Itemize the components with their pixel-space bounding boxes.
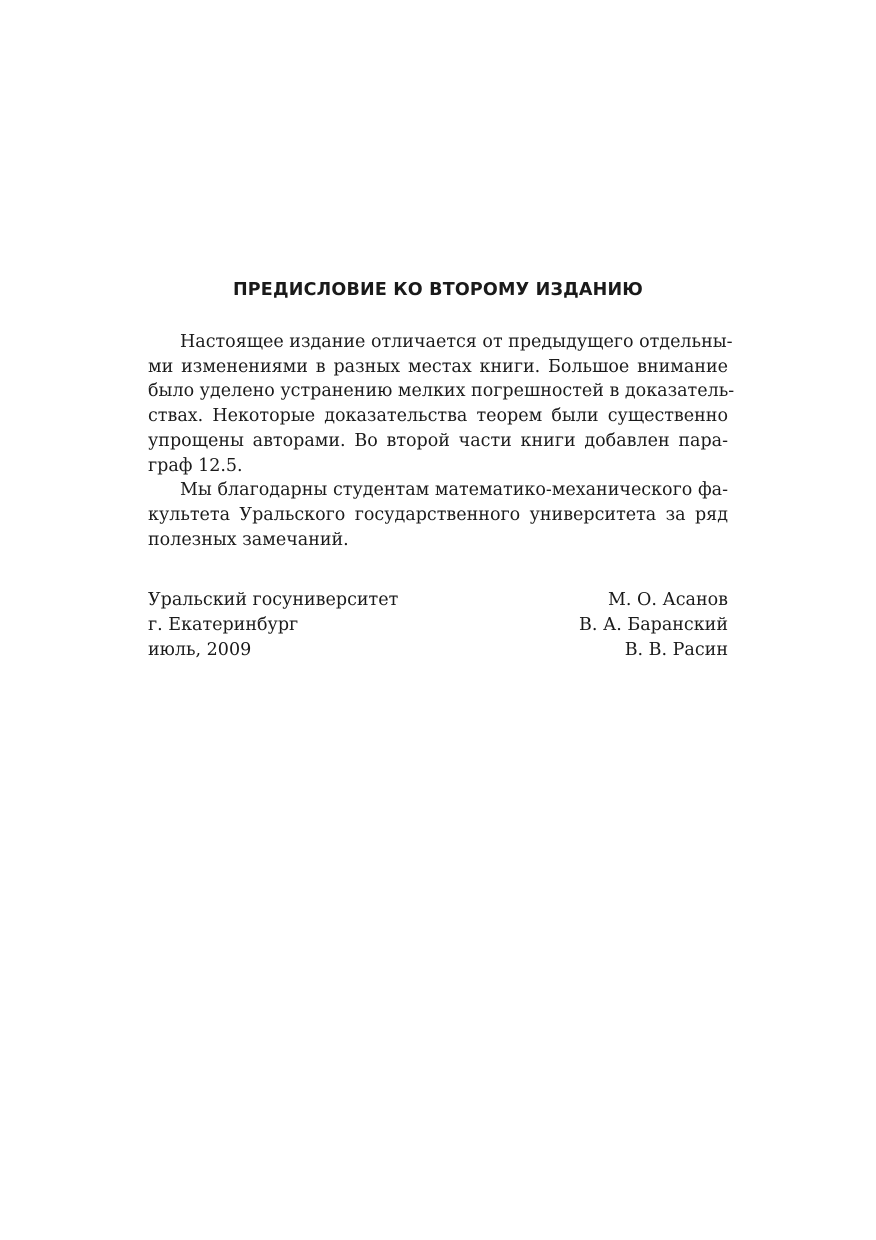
authors-list	[579, 588, 728, 662]
text-line: полезных замечаний.	[148, 529, 349, 550]
author-name: В. В. Расин	[624, 639, 728, 660]
author-name: В. А. Баранский	[578, 615, 728, 636]
text-line: Мы благодарны студентам математико-механического фа-	[180, 480, 728, 501]
text-line: граф 12.5.	[148, 455, 243, 476]
page-title: ПРЕДИСЛОВИЕ КО ВТОРОМУ ИЗДАНИЮ	[232, 280, 644, 300]
text-line: упрощены авторами. Во второй части книги добавлен пара-	[148, 430, 728, 451]
city-name: г. Екатеринбург	[148, 615, 299, 636]
text-line: культета Уральского государственного университета за ряд	[148, 504, 728, 525]
document-page	[148, 272, 735, 662]
signature-block	[148, 588, 728, 662]
preface-body	[148, 330, 735, 552]
paragraph-1	[148, 330, 735, 478]
text-line: ми изменениями в разных местах книги. Большое внимание	[148, 356, 728, 377]
paragraph-2	[148, 478, 728, 552]
text-line: было уделено устранению мелких погрешностей в доказатель-	[148, 381, 735, 402]
university-name: Уральский госуниверситет	[148, 590, 399, 611]
author-name: М. О. Асанов	[607, 590, 728, 611]
date-text: июль, 2009	[148, 639, 252, 660]
text-line: Настоящее издание отличается от предыдущего отдельны-	[180, 332, 733, 352]
place-and-date	[148, 588, 398, 662]
text-line: ствах. Некоторые доказательства теорем были существенно	[148, 406, 728, 427]
